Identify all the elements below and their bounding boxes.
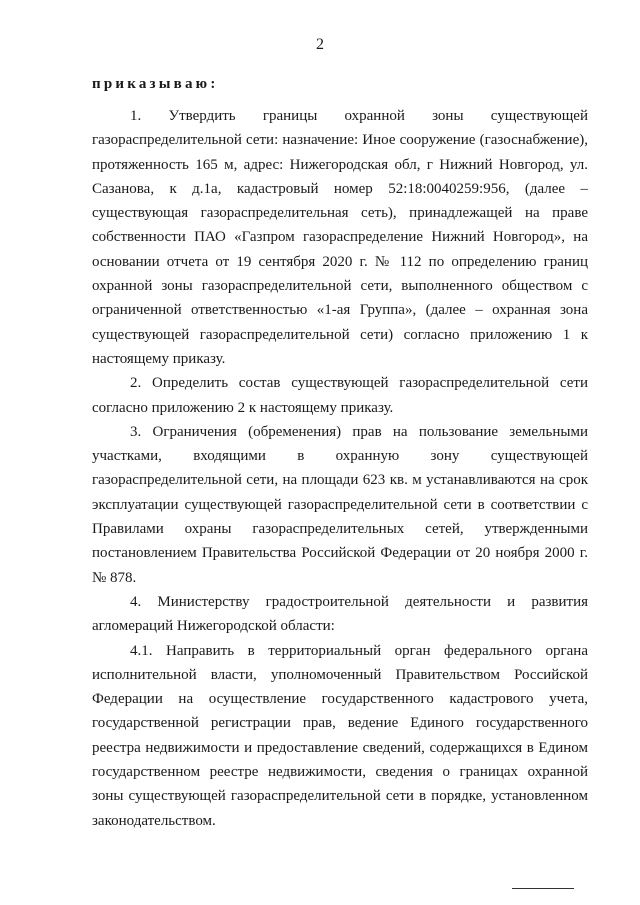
paragraph-2: 2. Определить состав существующей газораспределительной сети согласно приложению 2 к настоящему приказу. (92, 375, 588, 416)
paragraph-1: 1. Утвердить границы охранной зоны существующей газораспределительной сети: назначение: Иное сооружение (газоснабжение), протяженность 165 м, адрес: Нижегородская обл, г Нижний Новгород, ул. Сазанова, к д.1а, кадастровый номер 52:18:0040259:956, (далее – существующая газораспределительная сеть), принадлежащей на праве собственности ПАО «Газпром газораспределение Нижний Новгород», на основании отчета от 19 сентября 2020 г. № 112 по определению границ охранной зоны газораспределительной сети, выполненного обществом с ограниченной ответственностью «1-ая Группа», (далее – охранная зона существующей газораспределительной сети) согласно приложению 1 к настоящему приказу. (92, 108, 588, 367)
paragraph-4: 4. Министерству градостроительной деятельности и развития агломераций Нижегородской области: (92, 593, 588, 635)
footer-rule (512, 888, 574, 889)
paragraph-4-1: 4.1. Направить в территориальный орган федерального органа исполнительной власти, уполномоченный Правительством Российской Федерации на осуществление государственного кадастрового учета, государственной регистрации прав, ведение Единого государственного реестра недвижимости и предоставление сведений, содержащихся в Едином государственном реестре недвижимости, сведения о границах охранной зоны существующей газораспределительной сети в порядке, установленном законодательством. (92, 642, 588, 829)
order-heading: приказываю: (92, 76, 219, 92)
page-number: 2 (316, 36, 324, 53)
paragraph-3: 3. Ограничения (обременения) прав на пользование земельными участками, входящими в охранную зону существующей газораспределительной сети, на площади 623 кв. м устанавливаются на срок эксплуатации существующей газораспределительной сети в соответствии с Правилами охраны газораспределительных сетей, утвержденными постановлением Правительства Российской Федерации от 20 ноября 2000 г. № 878. (92, 423, 588, 586)
document-body (92, 104, 588, 833)
